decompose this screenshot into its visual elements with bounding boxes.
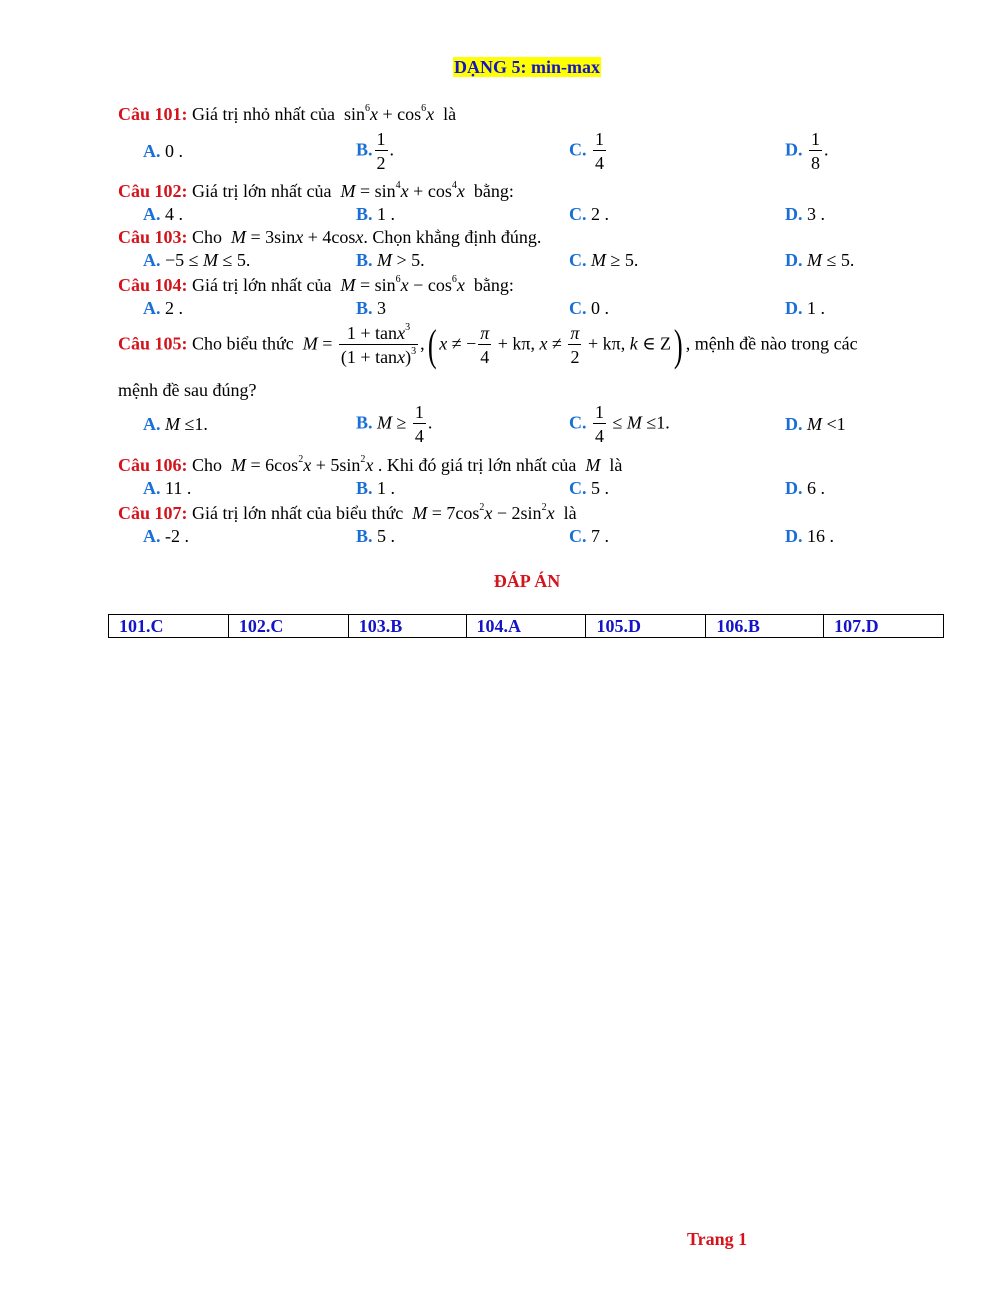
answers-table	[108, 614, 944, 638]
option-107-b: B. 5 .	[356, 526, 396, 546]
option-106-b: B. 1 .	[356, 478, 396, 498]
option-105-a: A. M ≤1.	[143, 414, 208, 434]
answer-cell: 101.C	[109, 615, 229, 638]
option-106-d: D. 6 .	[785, 478, 825, 498]
answer-cell: 103.B	[348, 615, 466, 638]
answers-title: ĐÁP ÁN	[493, 571, 561, 591]
option-104-a: A. 2 .	[143, 298, 183, 318]
option-106-c: C. 5 .	[569, 478, 609, 498]
option-104-b: B. 3	[356, 298, 387, 318]
question-106: Câu 106: Cho $M = 6\cos^2x + 5\sin^2x$ . Khi đó giá trị lớn nhất của M là	[118, 454, 623, 475]
option-103-c: C. M ≥ 5.	[569, 250, 639, 270]
option-104-d: D. 1 .	[785, 298, 825, 318]
option-102-d: D. 3 .	[785, 204, 825, 224]
option-101-a: A. 0 .	[143, 141, 183, 161]
question-107: Câu 107: Giá trị lớn nhất của biểu thức $M = 7\cos^2x - 2\sin^2x$ là	[118, 502, 577, 523]
question-103: Câu 103: Cho M = 3sinx + 4cosx. Chọn khẳng định đúng.	[118, 227, 542, 247]
option-107-a: A. -2 .	[143, 526, 189, 546]
question-102: Câu 102: Giá trị lớn nhất của $M = \sin^4x + \cos^4x$ bằng:	[118, 180, 514, 201]
option-105-d: D. M <1	[785, 414, 846, 434]
question-101: Câu 101: Giá trị nhỏ nhất của $\sin^6x + \cos^6x$ là	[118, 103, 457, 124]
answer-cell: 107.D	[824, 615, 944, 638]
option-102-a: A. 4 .	[143, 204, 183, 224]
option-101-d: D. $\frac{1}{8}$ .	[785, 129, 829, 173]
option-107-c: C. 7 .	[569, 526, 609, 546]
question-104: Câu 104: Giá trị lớn nhất của $M = \sin^6x - \cos^6x$ bằng:	[118, 274, 514, 295]
option-103-a: A. −5 ≤ M ≤ 5.	[143, 250, 251, 270]
section-title: DẠNG 5: min-max	[454, 57, 600, 77]
question-105: Câu 105: Cho biểu thức M = $\frac{1 + \tan x^3}{(1 + \tan x)^3}$ ,( x ≠ − $\frac{\pi}{4}$ + kπ, x ≠ $\frac{\pi}{2}$ + kπ, k ∈ Z) , mệnh đề nào trong các	[118, 320, 858, 370]
answer-cell: 104.A	[466, 615, 586, 638]
question-105-line2: mệnh đề sau đúng?	[118, 380, 257, 400]
answer-cell: 102.C	[228, 615, 348, 638]
option-103-b: B. M > 5.	[356, 250, 425, 270]
table-row	[109, 615, 944, 638]
option-103-d: D. M ≤ 5.	[785, 250, 855, 270]
answer-cell: 106.B	[706, 615, 824, 638]
option-105-c: C. $\frac{1}{4}$ ≤ M ≤1.	[569, 402, 670, 446]
option-106-a: A. 11 .	[143, 478, 192, 498]
option-102-c: C. 2 .	[569, 204, 609, 224]
option-102-b: B. 1 .	[356, 204, 396, 224]
option-105-b: B. M ≥ $\frac{1}{4}$ .	[356, 402, 433, 446]
answer-cell: 105.D	[586, 615, 706, 638]
page-footer: Trang 1	[687, 1229, 748, 1249]
option-107-d: D. 16 .	[785, 526, 834, 546]
option-104-c: C. 0 .	[569, 298, 609, 318]
option-101-b: B. $\frac{1}{2}$ .	[356, 129, 395, 173]
option-101-c: C. $\frac{1}{4}$	[569, 129, 604, 173]
